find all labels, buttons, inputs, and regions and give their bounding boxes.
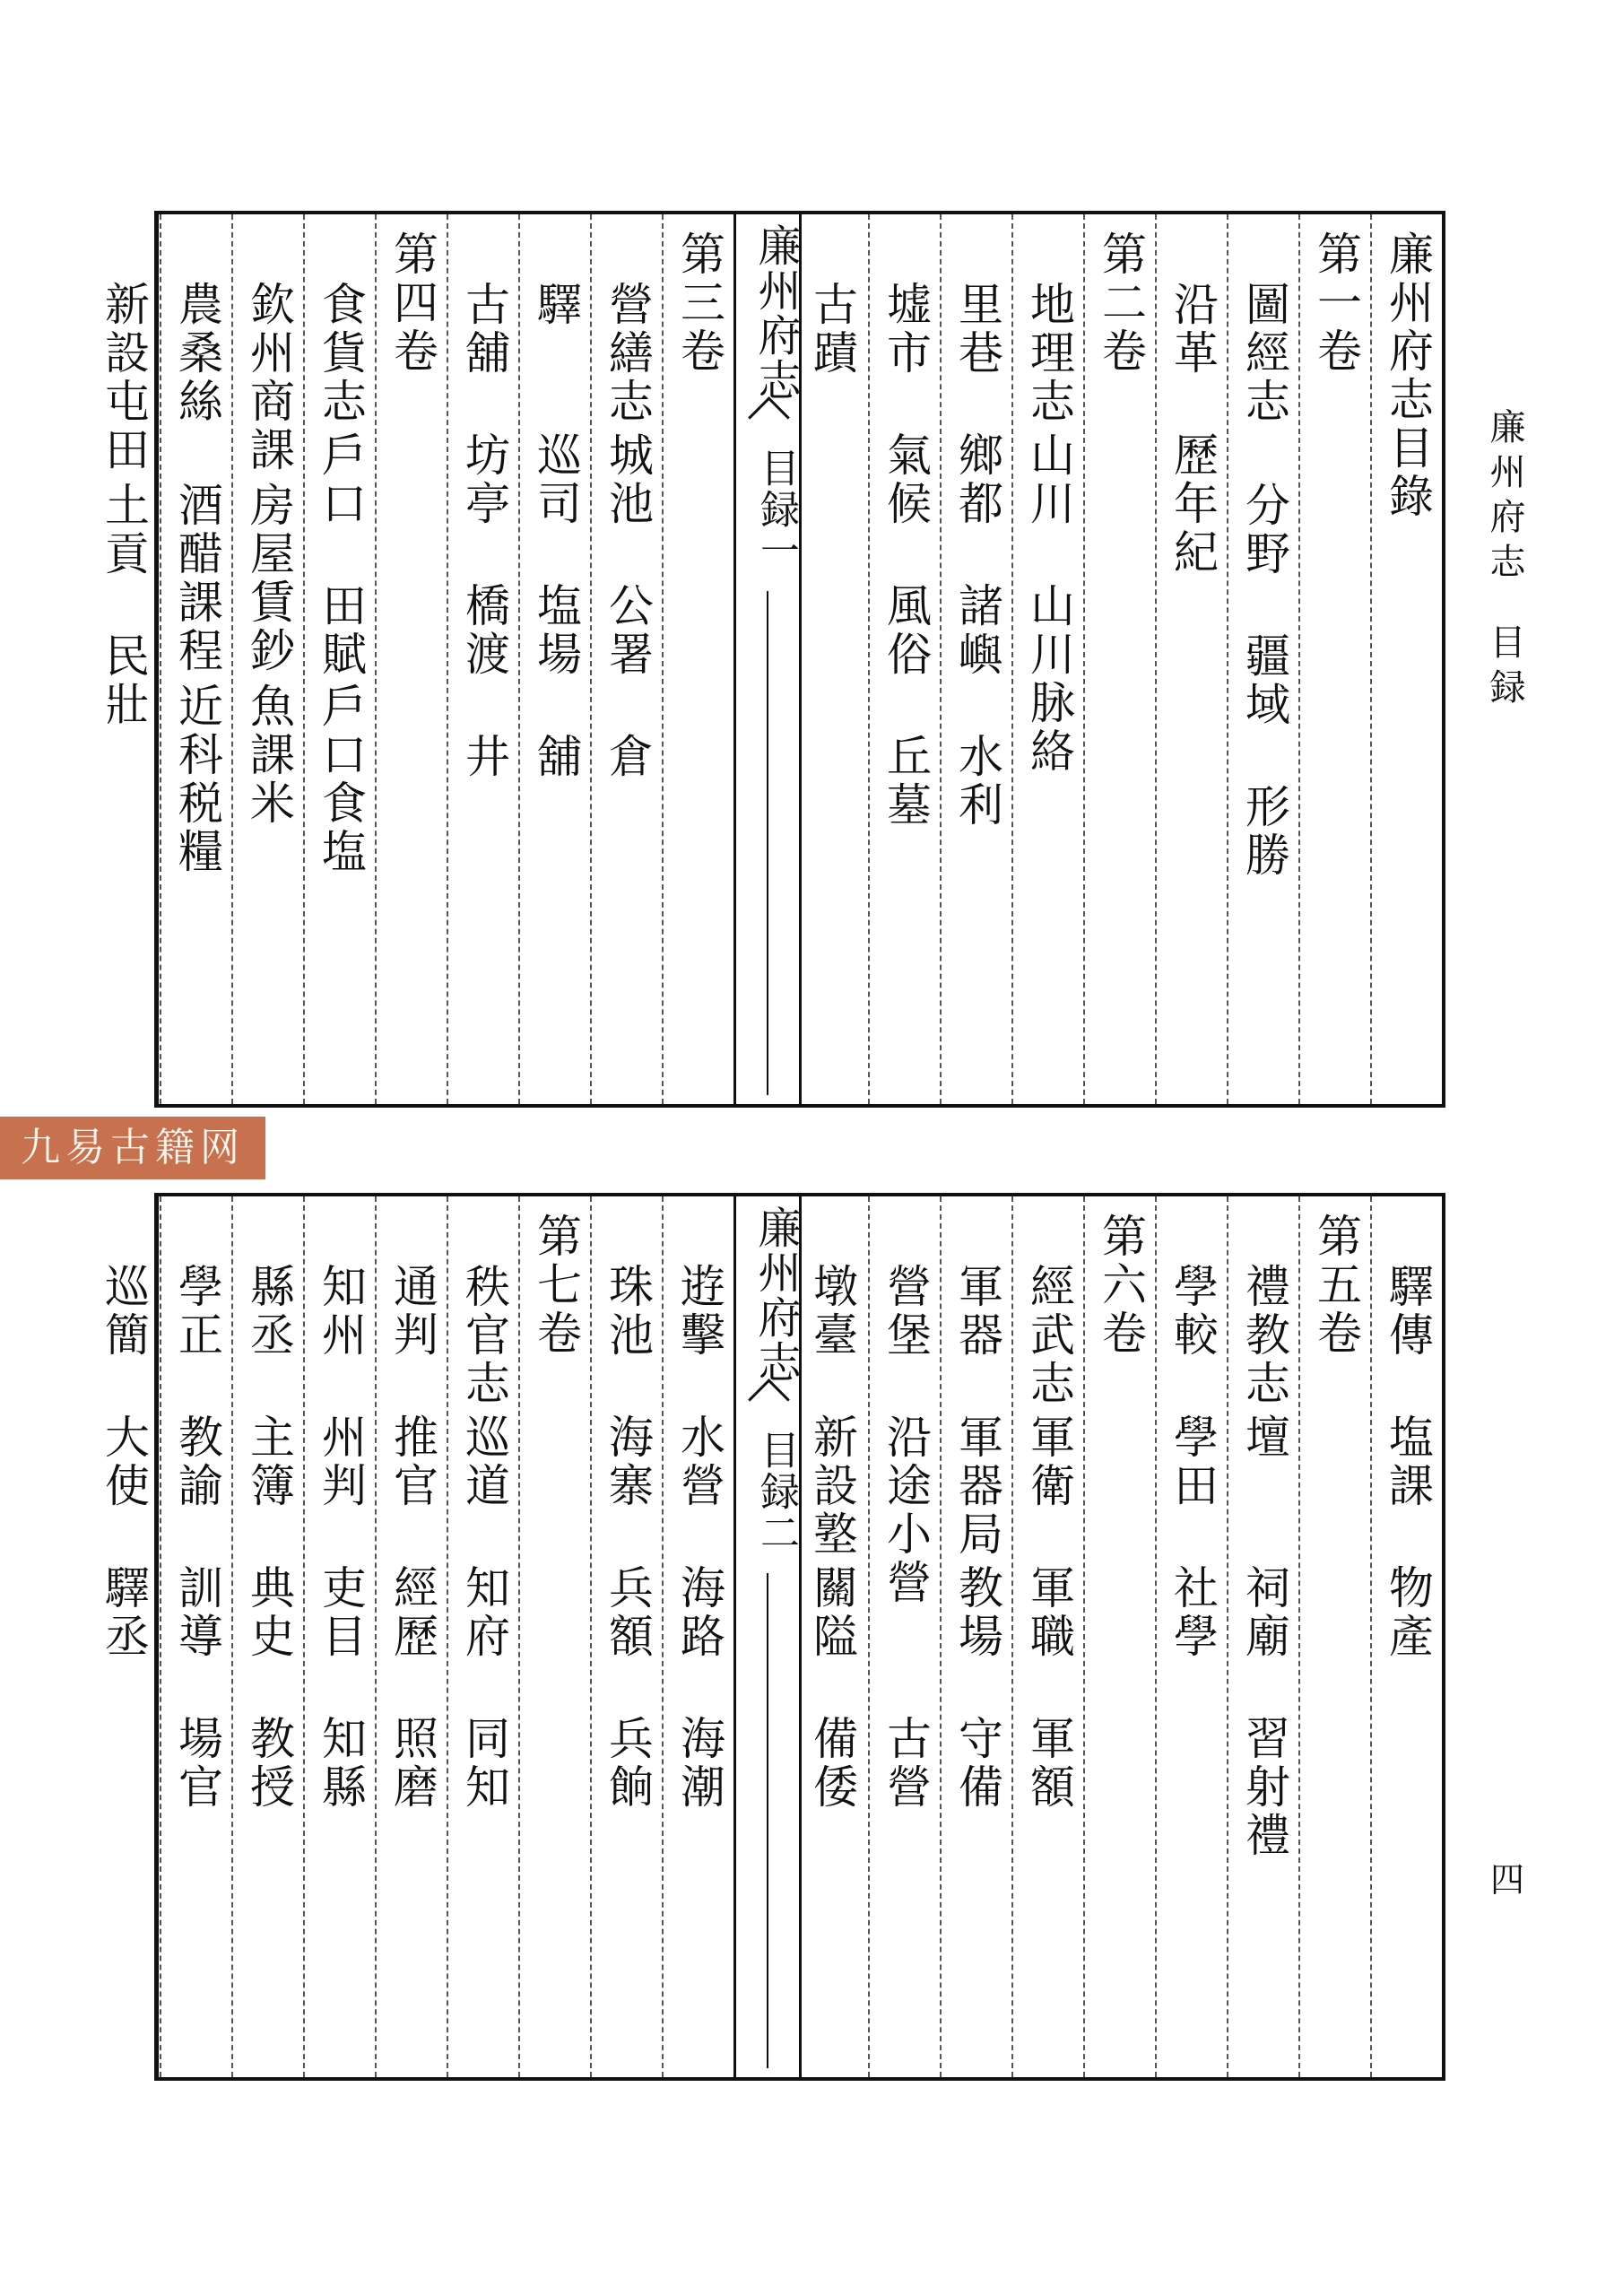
entry-text: 塩場	[530, 582, 582, 679]
entry-text: 經歷	[386, 1564, 438, 1661]
entry-text: 習射禮	[1238, 1715, 1290, 1860]
toc-column	[796, 214, 868, 1104]
entry-text: 逰擊	[673, 1263, 725, 1360]
entry-text: 分野	[1238, 482, 1290, 578]
toc-column	[590, 1196, 664, 2077]
entry-text: 古營	[880, 1715, 932, 1812]
entry-text: 同知	[458, 1715, 510, 1812]
entry-text: 軍器局	[951, 1413, 1003, 1559]
entry-text: 第一卷	[1310, 230, 1362, 376]
entry-text: 教授	[243, 1715, 295, 1812]
entry-text: 疆域	[1238, 632, 1290, 729]
toc-column	[1155, 214, 1228, 1104]
entry-text: 水利	[951, 733, 1003, 830]
entry-text: 食貨志	[315, 281, 367, 426]
running-head-section: 目録	[1484, 623, 1525, 713]
entry-text: 禮教志	[1238, 1263, 1290, 1408]
entry-text: 軍職	[1023, 1564, 1075, 1661]
entry-text: 知縣	[315, 1715, 367, 1812]
entry-text: 廉州府志目錄	[1382, 230, 1434, 521]
toc-column	[1083, 214, 1157, 1104]
entry-text: 田賦	[315, 582, 367, 679]
entry-text: 驛	[530, 281, 582, 329]
entry-text: 倉	[602, 733, 654, 781]
toc-column	[1370, 214, 1444, 1104]
toc-column	[375, 1196, 448, 2077]
toc-column	[447, 214, 520, 1104]
toc-column	[231, 214, 305, 1104]
entry-text: 備倭	[806, 1715, 858, 1812]
toc-column	[1011, 214, 1085, 1104]
entry-text: 第二卷	[1095, 230, 1147, 376]
entry-text: 珠池	[602, 1263, 654, 1360]
entry-text: 壇	[1238, 1413, 1290, 1462]
toc-column	[160, 214, 233, 1104]
entry-text: 祠廟	[1238, 1564, 1290, 1661]
entry-text: 吏目	[315, 1564, 367, 1661]
bottom-page-block	[98, 1193, 1445, 2081]
toc-column	[518, 1196, 592, 2077]
entry-text: 第四卷	[386, 230, 438, 376]
entry-text: 塩課	[1382, 1413, 1434, 1510]
block-center-rule	[767, 1573, 768, 2068]
block-center-title: 廉州府志	[751, 1205, 801, 1385]
entry-text: 丘墓	[880, 733, 932, 830]
entry-text: 古蹟	[806, 281, 858, 378]
entry-text: 近科税糧	[171, 683, 223, 876]
entry-text: 營堡	[880, 1263, 932, 1360]
toc-column	[1227, 1196, 1300, 2077]
entry-text: 巡道	[458, 1413, 510, 1510]
entry-text: 公署	[602, 582, 654, 679]
entry-text: 房屋賃鈔	[243, 482, 295, 675]
toc-column	[940, 214, 1013, 1104]
entry-text: 農桑絲	[171, 281, 223, 426]
entry-text: 墩臺	[806, 1263, 858, 1360]
entry-text: 坊亭	[458, 431, 510, 528]
entry-text: 民壯	[98, 632, 150, 729]
toc-column	[662, 1196, 735, 2077]
entry-text: 氣候	[880, 431, 932, 528]
toc-column	[662, 214, 735, 1104]
entry-text: 兵餉	[602, 1715, 654, 1812]
entry-text: 守備	[951, 1715, 1003, 1812]
entry-text: 軍器	[951, 1263, 1003, 1360]
block-center-section: 目録一	[753, 448, 799, 571]
entry-text: 通判	[386, 1263, 438, 1360]
entry-text: 沿革	[1167, 281, 1219, 378]
toc-column	[590, 214, 664, 1104]
entry-text: 海路	[673, 1564, 725, 1661]
block-center-title: 廉州府志	[751, 223, 801, 403]
entry-text: 第三卷	[673, 230, 725, 376]
running-head-title: 廉州府志	[1484, 408, 1525, 587]
toc-column	[375, 214, 448, 1104]
entry-text: 魚課米	[243, 683, 295, 828]
toc-column	[160, 1196, 233, 2077]
entry-text: 第五卷	[1310, 1213, 1362, 1358]
entry-text: 大使	[98, 1413, 150, 1510]
entry-text: 縣丞	[243, 1263, 295, 1360]
entry-text: 墟市	[880, 281, 932, 378]
entry-text: 橋渡	[458, 582, 510, 679]
toc-column	[447, 1196, 520, 2077]
entry-text: 第七卷	[530, 1213, 582, 1358]
watermark-banner: 九易古籍网	[0, 1117, 265, 1179]
entry-text: 山川脉絡	[1023, 582, 1075, 776]
entry-text: 海潮	[673, 1715, 725, 1812]
entry-text: 知州	[315, 1263, 367, 1360]
entry-text: 場官	[171, 1715, 223, 1812]
toc-column	[518, 214, 592, 1104]
entry-text: 主簿	[243, 1413, 295, 1510]
toc-column	[231, 1196, 305, 2077]
toc-column	[303, 1196, 377, 2077]
top-page-block	[98, 211, 1445, 1108]
entry-text: 酒醋課程	[171, 482, 223, 675]
entry-text: 水營	[673, 1413, 725, 1510]
toc-column	[868, 214, 942, 1104]
entry-text: 學田	[1167, 1413, 1219, 1510]
toc-column	[796, 1196, 868, 2077]
entry-text: 城池	[602, 431, 654, 528]
toc-column	[1298, 214, 1372, 1104]
entry-text: 戶口	[315, 431, 367, 528]
toc-column	[1298, 1196, 1372, 2077]
toc-column	[1011, 1196, 1085, 2077]
entry-text: 教場	[951, 1564, 1003, 1661]
entry-text: 新設墪	[806, 1413, 858, 1559]
entry-text: 經武志	[1023, 1263, 1075, 1408]
toc-column	[303, 214, 377, 1104]
entry-text: 舖	[530, 733, 582, 781]
entry-text: 教諭	[171, 1413, 223, 1510]
page-number: 四	[1490, 1860, 1525, 1900]
entry-text: 沿途小營	[880, 1413, 932, 1607]
entry-text: 新設屯田	[98, 281, 150, 474]
entry-text: 鄉都	[951, 431, 1003, 528]
entry-text: 軍衛	[1023, 1413, 1075, 1510]
block-center-column	[733, 1196, 802, 2077]
entry-text: 照磨	[386, 1715, 438, 1812]
entry-text: 典史	[243, 1564, 295, 1661]
entry-text: 物產	[1382, 1564, 1434, 1661]
toc-column	[868, 1196, 942, 2077]
entry-text: 驛傳	[1382, 1263, 1434, 1360]
entry-text: 井	[458, 733, 510, 781]
entry-text: 軍額	[1023, 1715, 1075, 1812]
entry-text: 秩官志	[458, 1263, 510, 1408]
entry-text: 驛丞	[98, 1564, 150, 1661]
entry-text: 圖經志	[1238, 281, 1290, 426]
toc-column	[1370, 1196, 1444, 2077]
toc-column	[940, 1196, 1013, 2077]
entry-text: 形勝	[1238, 783, 1290, 880]
entry-text: 推官	[386, 1413, 438, 1510]
toc-column	[88, 1196, 160, 2077]
entry-text: 地理志	[1023, 281, 1075, 426]
toc-column	[1227, 214, 1300, 1104]
block-center-rule	[767, 591, 768, 1095]
entry-text: 關隘	[806, 1564, 858, 1661]
entry-text: 學正	[171, 1263, 223, 1360]
entry-text: 訓導	[171, 1564, 223, 1661]
fishtail-mark-icon	[748, 396, 790, 439]
entry-text: 古舖	[458, 281, 510, 378]
fishtail-mark-icon	[748, 1378, 790, 1421]
entry-text: 第六卷	[1095, 1213, 1147, 1358]
entry-text: 里巷	[951, 281, 1003, 378]
entry-text: 州判	[315, 1413, 367, 1510]
entry-text: 巡簡	[98, 1263, 150, 1360]
running-head	[1480, 408, 1531, 713]
entry-text: 戶口食塩	[315, 683, 367, 876]
entry-text: 學較	[1167, 1263, 1219, 1360]
toc-column	[1155, 1196, 1228, 2077]
entry-text: 風俗	[880, 582, 932, 679]
toc-column	[88, 214, 160, 1104]
entry-text: 欽州商課	[243, 281, 295, 474]
entry-text: 巡司	[530, 431, 582, 528]
entry-text: 海寨	[602, 1413, 654, 1510]
block-center-section: 目録二	[753, 1430, 799, 1553]
entry-text: 營繕志	[602, 281, 654, 426]
block-center-column	[733, 214, 802, 1104]
entry-text: 社學	[1167, 1564, 1219, 1661]
entry-text: 諸嶼	[951, 582, 1003, 679]
entry-text: 知府	[458, 1564, 510, 1661]
entry-text: 兵額	[602, 1564, 654, 1661]
entry-text: 土貢	[98, 482, 150, 578]
toc-column	[1083, 1196, 1157, 2077]
entry-text: 山川	[1023, 431, 1075, 528]
entry-text: 歷年紀	[1167, 431, 1219, 577]
